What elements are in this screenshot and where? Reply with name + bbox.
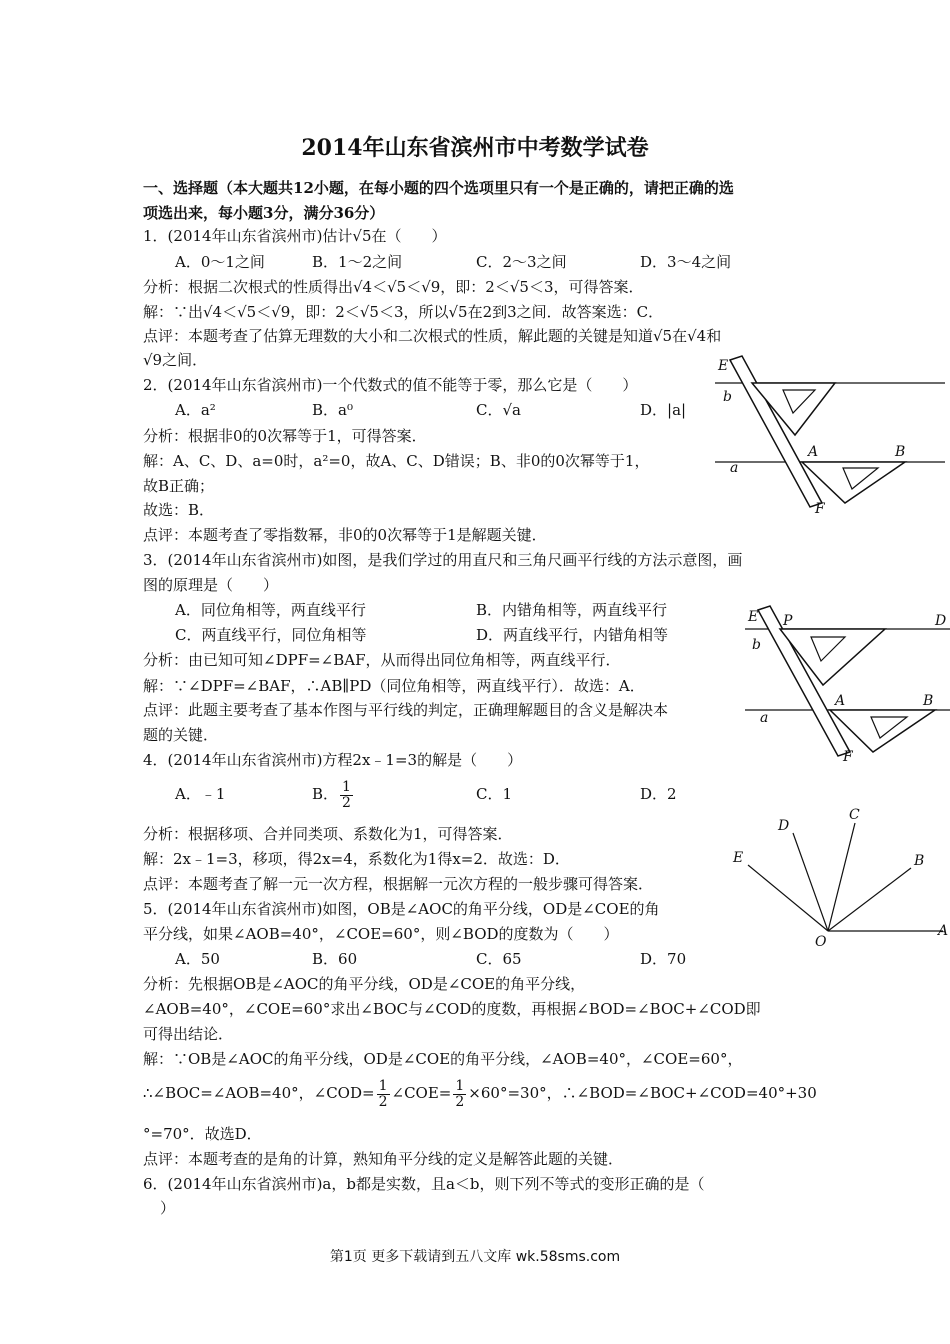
q5-option-a: A．50	[175, 950, 220, 968]
q4-comment: 点评：本题考查了解一元一次方程，根据解一元次方程的一般步骤可得答案．	[143, 875, 654, 893]
q1-option-d: D．3～4之间	[640, 253, 732, 271]
q5-stem-line2: 平分线，如果∠AOB=40°，∠COE=60°，则∠BOD的度数为（ ）	[143, 925, 619, 943]
q5-solution-part-c: ×60°=30°，∴∠BOD=∠BOC+∠COD=40°+30	[468, 1084, 817, 1102]
q4-analysis: 分析：根据移项、合并同类项、系数化为1，可得答案．	[143, 825, 513, 843]
fraction-denominator: 2	[342, 794, 351, 811]
q1-option-a: A．0～1之间	[175, 253, 265, 271]
figure-1-svg	[715, 355, 945, 515]
q4-option-b-prefix: B．	[312, 785, 339, 803]
label-c: C	[849, 807, 860, 823]
figure-2-svg	[745, 605, 950, 765]
ruler	[730, 356, 822, 507]
q3-option-b: B．内错角相等，两直线平行	[476, 601, 668, 619]
q2-option-d: D．|a|	[640, 401, 687, 419]
q6-stem-line1: 6．(2014年山东省滨州市)a，b都是实数，且a＜b，则下列不等式的变形正确的是（	[143, 1175, 705, 1193]
q2-option-c: C．√a	[476, 401, 521, 419]
label-f: F	[815, 501, 825, 515]
q5-solution-line1: 解：∵OB是∠AOC的角平分线，OD是∠COE的角平分线，∠AOB=40°，∠COE=60°，	[143, 1050, 743, 1068]
label-b: b	[752, 637, 761, 653]
q2-solution-line1: 解：A、C、D、a=0时，a²=0，故A、C、D错误；B、非0的0次幂等于1，	[143, 452, 650, 470]
label-f: F	[843, 749, 853, 765]
q4-option-a: A．﹣1	[175, 785, 226, 803]
fraction-numerator: 1	[342, 778, 351, 795]
q5-comment: 点评：本题考查的是角的计算，熟知角平分线的定义是解答此题的关键．	[143, 1150, 624, 1168]
fraction-denominator: 2	[378, 1093, 388, 1110]
label-point-b: B	[923, 693, 934, 709]
q2-solution-line3: 故选：B．	[143, 501, 215, 519]
q4-option-b-fraction	[340, 780, 353, 811]
q5-analysis-line2: ∠AOB=40°，∠COE=60°求出∠BOC与∠COD的度数，再根据∠BOD=∠BOC+∠COD即	[143, 1000, 761, 1018]
q3-solution: 解：∵∠DPF=∠BAF，∴AB∥PD（同位角相等，两直线平行）．故选：A．	[143, 677, 645, 695]
q2-option-b: B．a⁰	[312, 401, 353, 419]
q3-option-c: C．两直线平行，同位角相等	[175, 626, 367, 644]
label-b: B	[914, 853, 925, 869]
q3-option-d: D．两直线平行，内错角相等	[476, 626, 669, 644]
q3-stem-line1: 3．(2014年山东省滨州市)如图，是我们学过的用直尺和三角尺画平行线的方法示意图，画	[143, 551, 743, 569]
label-point-a: A	[835, 693, 846, 709]
q5-analysis-line3: 可得出结论．	[143, 1025, 234, 1043]
q5-option-d: D．70	[640, 950, 687, 968]
label-o: O	[815, 934, 827, 950]
q5-solution-line3: °=70°．故选D．	[143, 1125, 262, 1143]
q1-option-c: C．2～3之间	[476, 253, 567, 271]
figure-3-svg	[728, 803, 950, 953]
q4-option-b	[312, 776, 355, 812]
q3-comment-line2: 题的关键．	[143, 726, 219, 744]
q5-fraction-2	[453, 1079, 466, 1110]
q2-stem: 2．(2014年山东省滨州市)一个代数式的值不能等于零，那么它是（ ）	[143, 376, 638, 394]
q5-analysis-line1: 分析：先根据OB是∠AOC的角平分线，OD是∠COE的角平分线，	[143, 975, 586, 993]
ray-oc	[828, 823, 855, 931]
q1-comment-line2: √9之间．	[143, 351, 208, 369]
q5-solution-part-b: ∠COE=	[391, 1084, 452, 1102]
label-a: A	[938, 923, 949, 939]
q5-solution-line2	[143, 1074, 817, 1112]
fraction-numerator: 1	[378, 1077, 388, 1094]
label-b: b	[723, 389, 732, 405]
q6-stem-line2: ）	[160, 1199, 176, 1217]
figure-ruler-triangle-1	[715, 355, 945, 515]
label-e: E	[733, 850, 744, 866]
q4-option-d: D．2	[640, 785, 677, 803]
q1-analysis: 分析：根据二次根式的性质得出√4＜√5＜√9，即：2＜√5＜3，可得答案．	[143, 278, 644, 296]
q5-option-b: B．60	[312, 950, 358, 968]
label-a: a	[760, 710, 769, 726]
section-heading-line1: 一、选择题（本大题共12小题，在每小题的四个选项里只有一个是正确的，请把正确的选	[143, 179, 734, 197]
label-d: D	[935, 613, 947, 629]
fraction-denominator: 2	[455, 1093, 465, 1110]
q3-stem-line2: 图的原理是（ ）	[143, 576, 279, 594]
q1-solution: 解：∵出√4＜√5＜√9，即：2＜√5＜3，所以√5在2到3之间．故答案选：C．	[143, 303, 664, 321]
q2-analysis: 分析：根据非0的0次幂等于1，可得答案．	[143, 427, 427, 445]
q3-comment-line1: 点评：此题主要考查了基本作图与平行线的判定，正确理解题目的含义是解决本	[143, 701, 669, 719]
page-footer: 第1页 更多下载请到五八文库 wk.58sms.com	[329, 1249, 621, 1265]
q4-solution: 解：2x﹣1=3，移项，得2x=4，系数化为1得x=2．故选：D．	[143, 850, 570, 868]
q2-comment: 点评：本题考查了零指数幂，非0的0次幂等于1是解题关键．	[143, 526, 547, 544]
label-a: a	[730, 460, 739, 476]
ray-ob	[828, 868, 911, 931]
q5-option-c: C．65	[476, 950, 522, 968]
fraction-numerator: 1	[455, 1077, 465, 1094]
label-point-b: B	[895, 444, 906, 460]
label-e: E	[748, 609, 759, 625]
q1-option-b: B．1～2之间	[312, 253, 403, 271]
label-d: D	[778, 818, 790, 834]
q5-fraction-1	[377, 1079, 390, 1110]
q2-solution-line2: 故B正确；	[143, 477, 215, 495]
section-heading-line2: 项选出来，每小题3分，满分36分）	[143, 204, 385, 222]
q4-option-c: C．1	[476, 785, 513, 803]
figure-ruler-triangle-2	[745, 605, 950, 765]
figure-angles	[728, 803, 950, 953]
q1-stem: 1．(2014年山东省滨州市)估计√5在（ ）	[143, 227, 447, 245]
label-point-a: A	[808, 444, 819, 460]
q3-option-a: A．同位角相等，两直线平行	[175, 601, 366, 619]
q5-stem-line1: 5．(2014年山东省滨州市)如图，OB是∠AOC的角平分线，OD是∠COE的角	[143, 900, 660, 918]
q4-stem: 4．(2014年山东省滨州市)方程2x﹣1=3的解是（ ）	[143, 751, 523, 769]
q5-solution-part-a: ∴∠BOC=∠AOB=40°，∠COD=	[143, 1084, 375, 1102]
q2-option-a: A．a²	[175, 401, 216, 419]
label-e: E	[718, 358, 729, 374]
label-p: P	[783, 613, 793, 629]
q1-comment-line1: 点评：本题考查了估算无理数的大小和二次根式的性质，解此题的关键是知道√5在√4和	[143, 327, 722, 345]
page-title: 2014年山东省滨州市中考数学试卷	[301, 135, 649, 161]
q3-analysis: 分析：由已知可知∠DPF=∠BAF，从而得出同位角相等，两直线平行．	[143, 651, 621, 669]
